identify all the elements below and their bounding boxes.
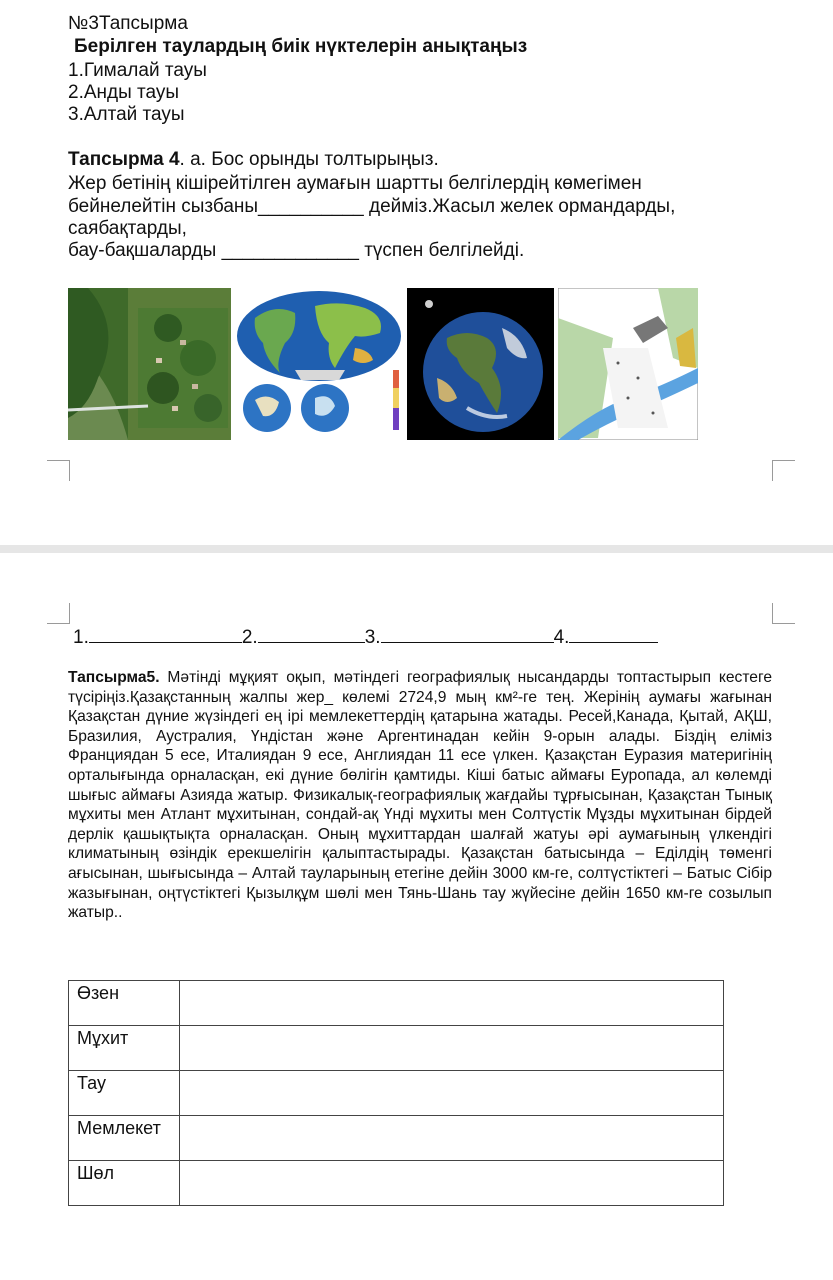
answer-3-number: 3. xyxy=(364,627,381,648)
task4-title: Тапсырма 4 xyxy=(68,149,180,170)
task5-title: Тапсырма5. xyxy=(68,669,160,686)
task4-heading xyxy=(68,149,439,171)
task4-suffix: . а. Бос орынды толтырыңыз. xyxy=(179,149,439,170)
answer-1-blank[interactable] xyxy=(89,626,242,643)
table-row-label: Мұхит xyxy=(69,1026,180,1071)
task5-text: Мәтінді мұқият оқып, мәтіндегі географиялық нысандарды топтастырып кестеге түсіріңіз.Қазақстанның жалпы жер_ көлемі 2724,9 мың км²-ге тең. Жерінің аумағы жағынан Қазақстан дүние жүзіндегі ең ірі мемлекеттердің қатарына жатады. Ресей,Канада, Қытай, АҚШ, Бразилия, Аустралия, Үндістан және Аргентинадан кейін 9-орын алады. Біздің еліміз Франциядан 5 есе, Италиядан 9 есе, Англиядан 11 есе үлкен. Қазақстан Еуразия материгінің орталығында орналасқан, екі дүние бөлігін қамтиды. Кіші батыс аймағы Еуропада, ал көлемді шығыс аймағы Азияда жатыр. Физикалық-географиялық жағдайы тұрғысынан, Қазақстан Тынық мұхиты мен Атлант мұхитынан, сондай-ақ Үнді мұхиты мен Солтүстік Мұзды мұхитынан бірдей дерлік қашықтықта орналасқан. Оның мұхиттардан шалғай жатуы әрі аумағының үлкендігі климатының өзіндік ерекшелігін қалыптастырады. Қазақстан батысында – Еділдің төменгі ағысынан, шығысында – Алтай тауларының етегіне дейін 3000 км-ге, солтүстіктегі – Батыс Сібір жазығынан, оңтүстіктегі Қызылқұм шөлі мен Тянь-Шань тау жүйесіне дейін 1650 км-ге созылып жатыр.. xyxy=(68,669,772,922)
task3-subtitle: Берілген таулардың биік нүктелерін анықтаңыз xyxy=(74,36,528,57)
table-row xyxy=(69,1161,724,1206)
table-answer-cell[interactable] xyxy=(180,1071,724,1116)
table-row-label: Мемлекет xyxy=(69,1116,180,1161)
table-row-label: Өзен xyxy=(69,981,180,1026)
task3-item-3: 3.Алтай тауы xyxy=(68,104,185,125)
page-separator xyxy=(0,545,833,553)
document-page-1 xyxy=(0,0,833,545)
crop-mark-bottom-right xyxy=(772,603,795,624)
earth-globe-photo xyxy=(407,288,554,440)
table-answer-cell[interactable] xyxy=(180,1116,724,1161)
table-row xyxy=(69,1071,724,1116)
answer-2-number: 2. xyxy=(241,627,258,648)
crop-mark-bottom-left xyxy=(47,603,70,624)
task3-item-1: 1.Гималай тауы xyxy=(68,60,207,81)
table-row xyxy=(69,981,724,1026)
table-answer-cell[interactable] xyxy=(180,1026,724,1071)
answer-4-number: 4. xyxy=(553,627,570,648)
topographic-map-drawing xyxy=(558,288,698,440)
answer-1-number: 1. xyxy=(73,627,89,648)
task4-line-4: бау-бақшаларды _____________ түспен белгілейді. xyxy=(68,240,525,261)
answer-3-blank[interactable] xyxy=(381,626,554,643)
table-row-label: Шөл xyxy=(69,1161,180,1206)
task4-line-2: бейнелейтін сызбаны__________ дейміз.Жасыл желек ормандарды, xyxy=(68,196,676,217)
classification-table xyxy=(68,980,724,1206)
world-map-projection xyxy=(235,288,405,440)
task4-line-3: саябақтарды, xyxy=(68,218,187,239)
aerial-photo xyxy=(68,288,231,440)
answer-4-blank[interactable] xyxy=(569,626,658,643)
table-row xyxy=(69,1026,724,1071)
table-answer-cell[interactable] xyxy=(180,1161,724,1206)
answer-2-blank[interactable] xyxy=(258,626,365,643)
crop-mark-top-left xyxy=(47,460,70,481)
table-row-label: Тау xyxy=(69,1071,180,1116)
table-row xyxy=(69,1116,724,1161)
task3-title: №3Тапсырма xyxy=(68,13,188,34)
answer-lines xyxy=(73,626,658,649)
task3-item-2: 2.Анды тауы xyxy=(68,82,180,103)
crop-mark-top-right xyxy=(772,460,795,481)
task4-line-1: Жер бетінің кішірейтілген аумағын шартты белгілердің көмегімен xyxy=(68,173,642,194)
task5-paragraph xyxy=(68,668,772,923)
table-answer-cell[interactable] xyxy=(180,981,724,1026)
